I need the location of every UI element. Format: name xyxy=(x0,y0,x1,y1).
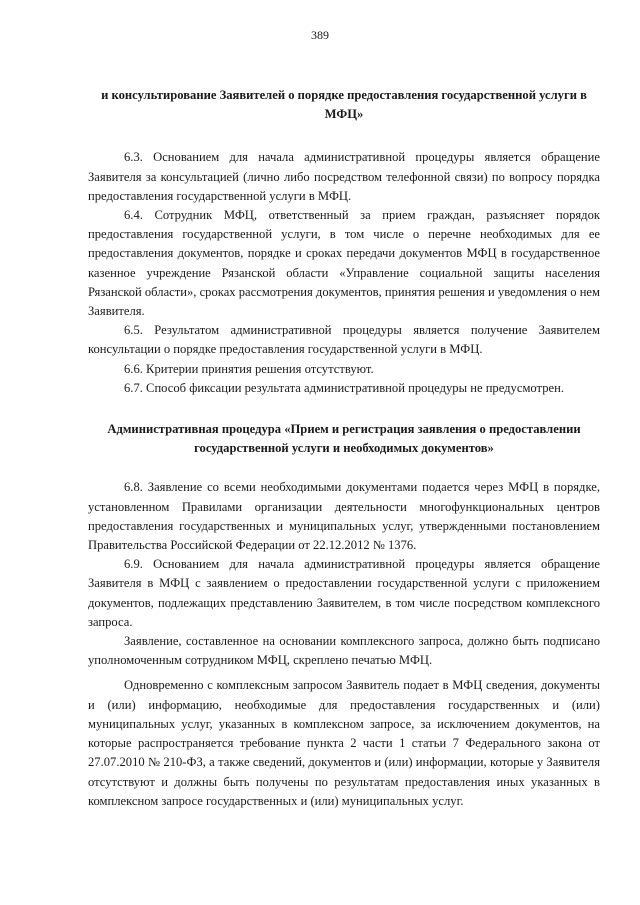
document-body xyxy=(88,86,600,811)
section-heading-consultation: и консультирование Заявителей о порядке предоставления государственной услуги в МФЦ» xyxy=(101,88,587,122)
paragraph-complex-request-documents: Одновременно с комплексным запросом Заявитель подает в МФЦ сведения, документы и (или) информацию, необходимые для предоставления государственных и (или) муниципальных услуг, указанных в комплексном запросе, за исключением документов, на которые распространяется требование пункта 2 части 1 статьи 7 Федерального закона от 27.07.2010 № 210-ФЗ, а также сведений, документов и (или) информации, которые у Заявителя отсутствуют и должны быть получены по результатам предоставления иных указанных в комплексном запросе государственных и (или) муниципальных услуг. xyxy=(88,678,600,808)
paragraph-6-7: 6.7. Способ фиксации результата административной процедуры не предусмотрен. xyxy=(124,380,564,395)
paragraph-6-6: 6.6. Критерии принятия решения отсутствуют. xyxy=(124,361,374,376)
paragraph-6-8: 6.8. Заявление со всеми необходимыми документами подается через МФЦ в порядке, установленном Правилами организации деятельности многофункциональных центров предоставления государственных и муниципальных услуг, утвержденными постановлением Правительства Российской Федерации от 22.12.2012 № 1376. xyxy=(88,480,600,553)
paragraph-6-4: 6.4. Сотрудник МФЦ, ответственный за прием граждан, разъясняет порядок предоставления государственной услуги, в том числе о перечне необходимых для ее предоставления документов, порядке и сроках передачи документов МФЦ в государственное казенное учреждение Рязанской области «Управление социальной защиты населения Рязанской области», сроках рассмотрения документов, принятия решения и уведомления о нем Заявителя. xyxy=(88,208,600,319)
paragraph-6-3: 6.3. Основанием для начала административной процедуры является обращение Заявителя за консультацией (лично либо посредством телефонной связи) по вопросу порядка предоставления государственной услуги в МФЦ. xyxy=(88,150,600,203)
section-heading-reception: Административная процедура «Прием и регистрация заявления о предоставлении государственной услуги и необходимых документов» xyxy=(107,422,581,456)
paragraph-complex-request-signature: Заявление, составленное на основании комплексного запроса, должно быть подписано уполномоченным сотрудником МФЦ, скреплено печатью МФЦ. xyxy=(88,634,600,668)
paragraph-6-5: 6.5. Результатом административной процедуры является получение Заявителем консультации о порядке предоставления государственной услуги в МФЦ. xyxy=(88,323,600,357)
page-number: 389 xyxy=(311,28,329,42)
paragraph-6-9: 6.9. Основанием для начала административной процедуры является обращение Заявителя в МФЦ с заявлением о предоставлении государственной услуги с приложением документов, подлежащих представлению Заявителем, в том числе посредством комплексного запроса. xyxy=(88,557,600,629)
